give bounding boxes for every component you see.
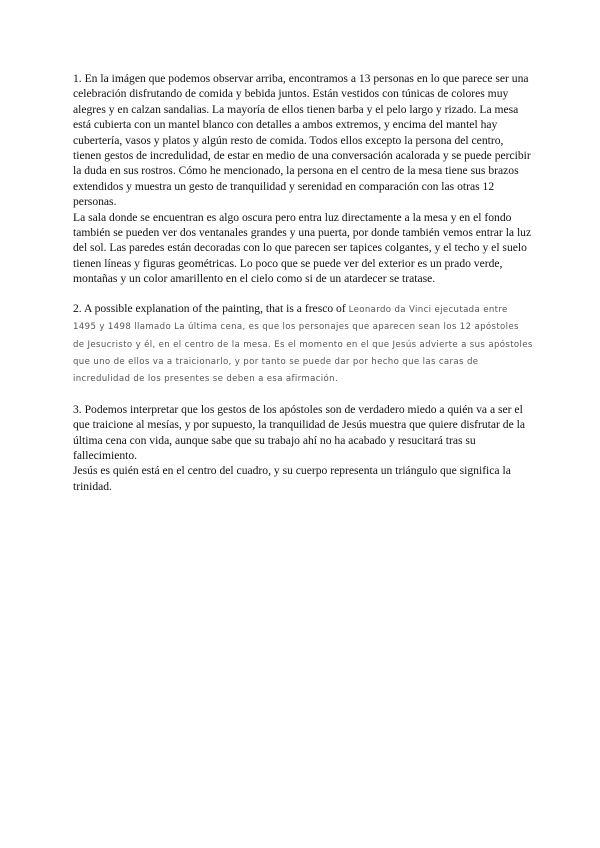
document-body xyxy=(73,71,533,508)
explanation-rest-text: Leonardo da Vinci ejecutada entre 1495 y 1498 llamado La última cena, es que los personajes que aparecen sean los 12 apóstoles de Jesucristo y él, en el centro de la mesa. Es el momento en el que Jesús advierte a sus apóstoles que uno de ellos va a traicionarlo, y por tanto se puede dar por hecho que las caras de incredulidad de los presentes se deben a esa afirmación. xyxy=(73,304,533,385)
paragraph-explanation xyxy=(73,301,533,388)
section-1 xyxy=(73,71,533,287)
explanation-lead-text: 2. A possible explanation of the painting, that is a fresco of xyxy=(73,301,349,315)
section-3 xyxy=(73,402,533,494)
paragraph-room: La sala donde se encuentran es algo oscura pero entra luz directamente a la mesa y en el fondo también se pueden ver dos ventanales grandes y una puerta, por donde también vemos entrar la luz del sol. Las paredes están decoradas con lo que parecen ser tapices colgantes, y el techo y el suelo tienen líneas y figuras geométricas. Lo poco que se puede ver del exterior es un prado verde, montañas y un color amarillento en el cielo como si de un atardecer se tratase. xyxy=(73,210,532,286)
paragraph-description: 1. En la imágen que podemos observar arriba, encontramos a 13 personas en lo que parece ser una celebración disfrutando de comida y bebida juntos. Están vestidos con túnicas de colores muy alegres y en calzan sandalias. La mayoría de ellos tienen barba y el pelo largo y rizado. La mesa está cubierta con un mantel blanco con detalles a ambos extremos, y encima del mantel hay cubertería, vasos y platos y algún resto de comida. Todos ellos excepto la persona del centro, tienen gestos de incredulidad, de estar en medio de una conversación acalorada y se puede percibir la duda en sus rostros. Cómo he mencionado, la persona en el centro de la mesa tiene sus brazos extendidos y muestra un gesto de tranquilidad y serenidad en comparación con las otras 12 personas. xyxy=(73,72,531,209)
section-2 xyxy=(73,301,533,388)
paragraph-interpretation: 3. Podemos interpretar que los gestos de los apóstoles son de verdadero miedo a quién va a ser el que traicione al mesías, y por supuesto, la tranquilidad de Jesús muestra que quiere disfrutar de la última cena con vida, aunque sabe que su trabajo ahí no ha acabado y resucitará tras su fallecimiento. xyxy=(73,402,526,462)
paragraph-trinity: Jesús es quién está en el centro del cuadro, y su cuerpo representa un triángulo que significa la trinidad. xyxy=(73,464,511,493)
